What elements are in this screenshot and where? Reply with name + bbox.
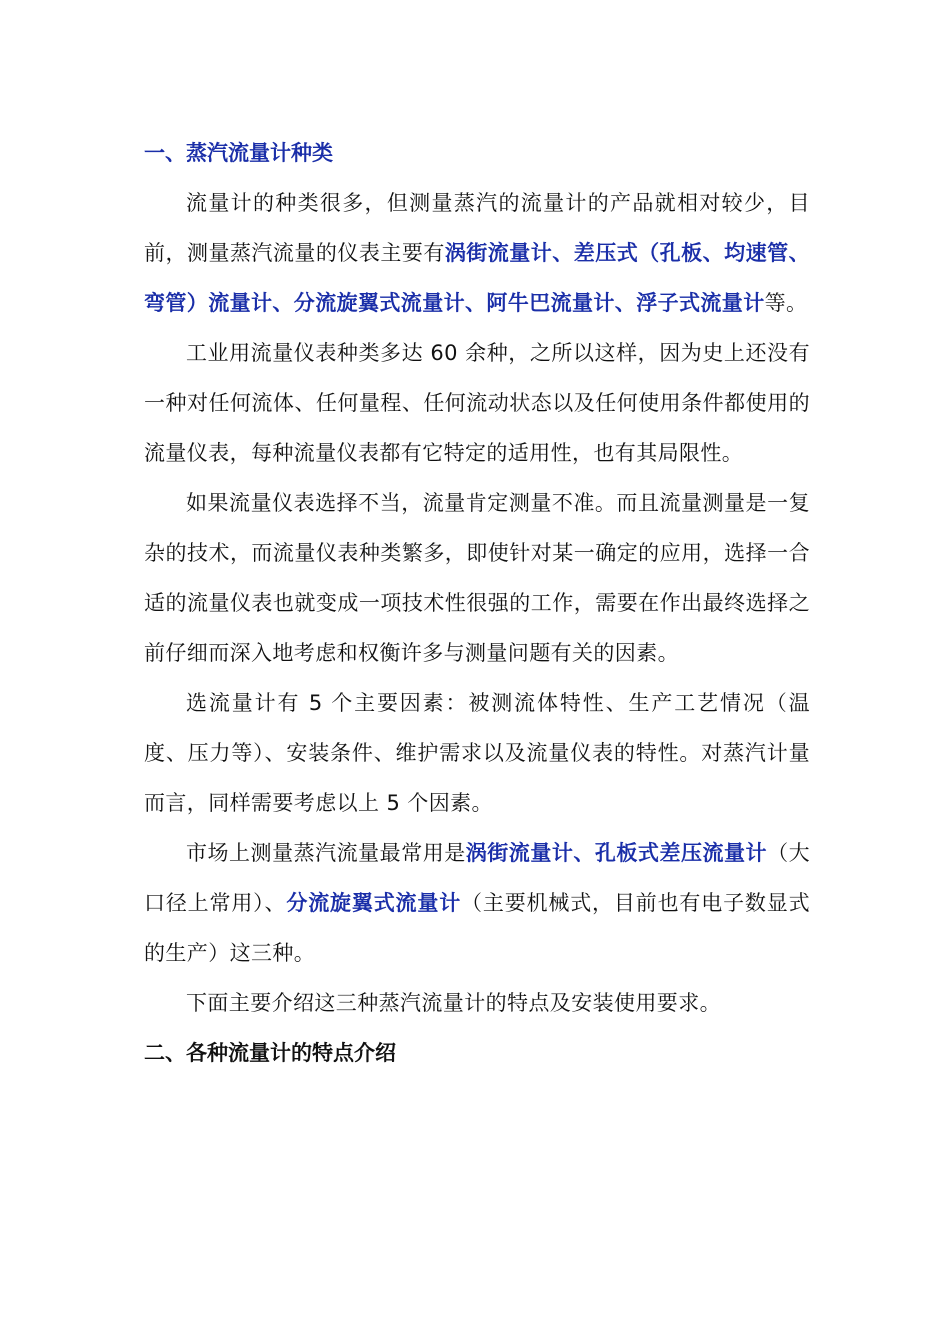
paragraph-selection-difficulty: 如果流量仪表选择不当，流量肯定测量不准。而且流量测量是一复杂的技术，而流量仪表种类繁多，即使针对某一确定的应用，选择一合适的流量仪表也就变成一项技术性很强的工作，需要在作出最终选择之前仔细而深入地考虑和权衡许多与测量问题有关的因素。: [144, 491, 810, 665]
document-page: [144, 128, 810, 1078]
paragraph-common-meters: [144, 828, 810, 978]
paragraph-5-text-a: 市场上测量蒸汽流量最常用是: [186, 841, 466, 865]
paragraph-intro-next: 下面主要介绍这三种蒸汽流量计的特点及安装使用要求。: [186, 991, 721, 1015]
paragraph-five-factors: 选流量计有 5 个主要因素：被测流体特性、生产工艺情况（温度、压力等）、安装条件、维护需求以及流量仪表的特性。对蒸汽计量而言，同样需要考虑以上 5 个因素。: [144, 691, 810, 815]
paragraph-5-highlight-1: 涡街流量计、孔板式差压流量计: [465, 841, 768, 865]
paragraph-1-text: 流量计的种类很多，但测量蒸汽的流量计的产品就相对较少，目前，测量蒸汽流量的仪表主要有: [144, 191, 810, 265]
paragraph-industrial-meters: 工业用流量仪表种类多达 60 余种，之所以这样，因为史上还没有一种对任何流体、任何量程、任何流动状态以及任何使用条件都使用的流量仪表，每种流量仪表都有它特定的适用性，也有其局限性。: [144, 341, 810, 465]
paragraph-5-highlight-2: 分流旋翼式流量计: [286, 891, 462, 915]
paragraph-1-highlight: 涡街流量计、差压式（孔板、均速管、弯管）流量计、分流旋翼式流量计、阿牛巴流量计、浮子式流量计: [144, 241, 810, 315]
paragraph-5-text-e: （主要机械式，目前也有电子数显式的生产）这三种。: [144, 891, 810, 965]
section-2-heading: 二、各种流量计的特点介绍: [144, 1041, 396, 1065]
paragraph-flowmeter-types: [144, 178, 810, 328]
section-1-heading: 一、蒸汽流量计种类: [144, 141, 333, 165]
paragraph-1-end: 等。: [764, 291, 808, 315]
paragraph-5-text-c: （大口径上常用）、: [144, 841, 810, 915]
